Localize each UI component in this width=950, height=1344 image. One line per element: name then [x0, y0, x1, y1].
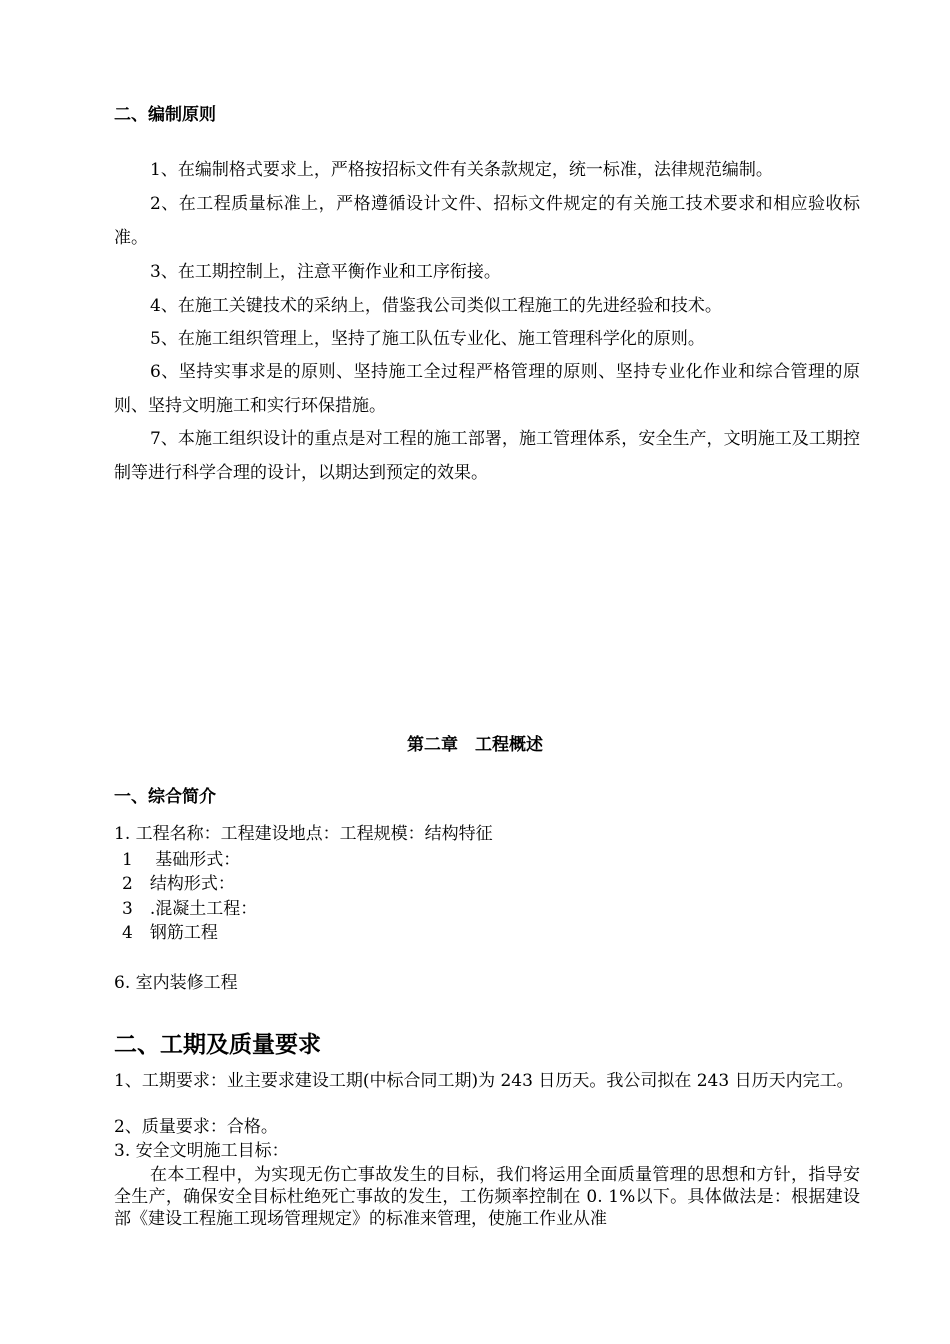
section-heading-overview: 一、综合简介	[114, 787, 216, 807]
chapter-title: 第二章 工程概述	[407, 735, 543, 755]
overview-line-1: 1. 工程名称：工程建设地点：工程规模：结构特征	[114, 824, 493, 844]
principle-item-1: 1、在编制格式要求上，严格按招标文件有关条款规定，统一标准，法律规范编制。	[150, 160, 773, 180]
principle-item-6: 6、坚持实事求是的原则、坚持施工全过程严格管理的原则、坚持专业化作业和综合管理的原则、坚持文明施工和实行环保措施。	[114, 362, 860, 416]
schedule-para-2: 2、质量要求：合格。	[114, 1117, 278, 1137]
principle-item-3: 3、在工期控制上，注意平衡作业和工序衔接。	[150, 262, 501, 282]
overview-sub-item-3: 3 .混凝土工程：	[122, 899, 258, 919]
overview-sub-item-4: 4 钢筋工程	[122, 923, 218, 943]
principle-item-2: 2、在工程质量标准上，严格遵循设计文件、招标文件规定的有关施工技术要求和相应验收标准。	[114, 194, 860, 248]
principle-item-4: 4、在施工关键技术的采纳上，借鉴我公司类似工程施工的先进经验和技术。	[150, 296, 722, 316]
overview-sub-item-2: 2 结构形式：	[122, 874, 235, 894]
schedule-para-3: 3. 安全文明施工目标：	[114, 1141, 289, 1161]
section-heading-schedule: 二、工期及质量要求	[114, 1031, 321, 1058]
schedule-para-4: 在本工程中，为实现无伤亡事故发生的目标，我们将运用全面质量管理的思想和方针，指导安全生产，确保安全目标杜绝死亡事故的发生，工伤频率控制在 0. 1%以下。具体做法是：根据建设部《建设工程施工现场管理规定》的标准来管理，使施工作业从准	[114, 1165, 860, 1229]
principle-item-5: 5、在施工组织管理上，坚持了施工队伍专业化、施工管理科学化的原则。	[150, 329, 705, 349]
schedule-para-1: 1、工期要求：业主要求建设工期(中标合同工期)为 243 日历天。我公司拟在 243 日历天内完工。	[114, 1071, 854, 1091]
overview-sub-item-1: 1 基础形式：	[122, 850, 241, 870]
overview-line-6: 6. 室内装修工程	[114, 973, 238, 993]
section-heading-principles: 二、编制原则	[114, 105, 216, 125]
principle-item-7: 7、本施工组织设计的重点是对工程的施工部署，施工管理体系，安全生产，文明施工及工期控制等进行科学合理的设计，以期达到预定的效果。	[114, 429, 860, 483]
